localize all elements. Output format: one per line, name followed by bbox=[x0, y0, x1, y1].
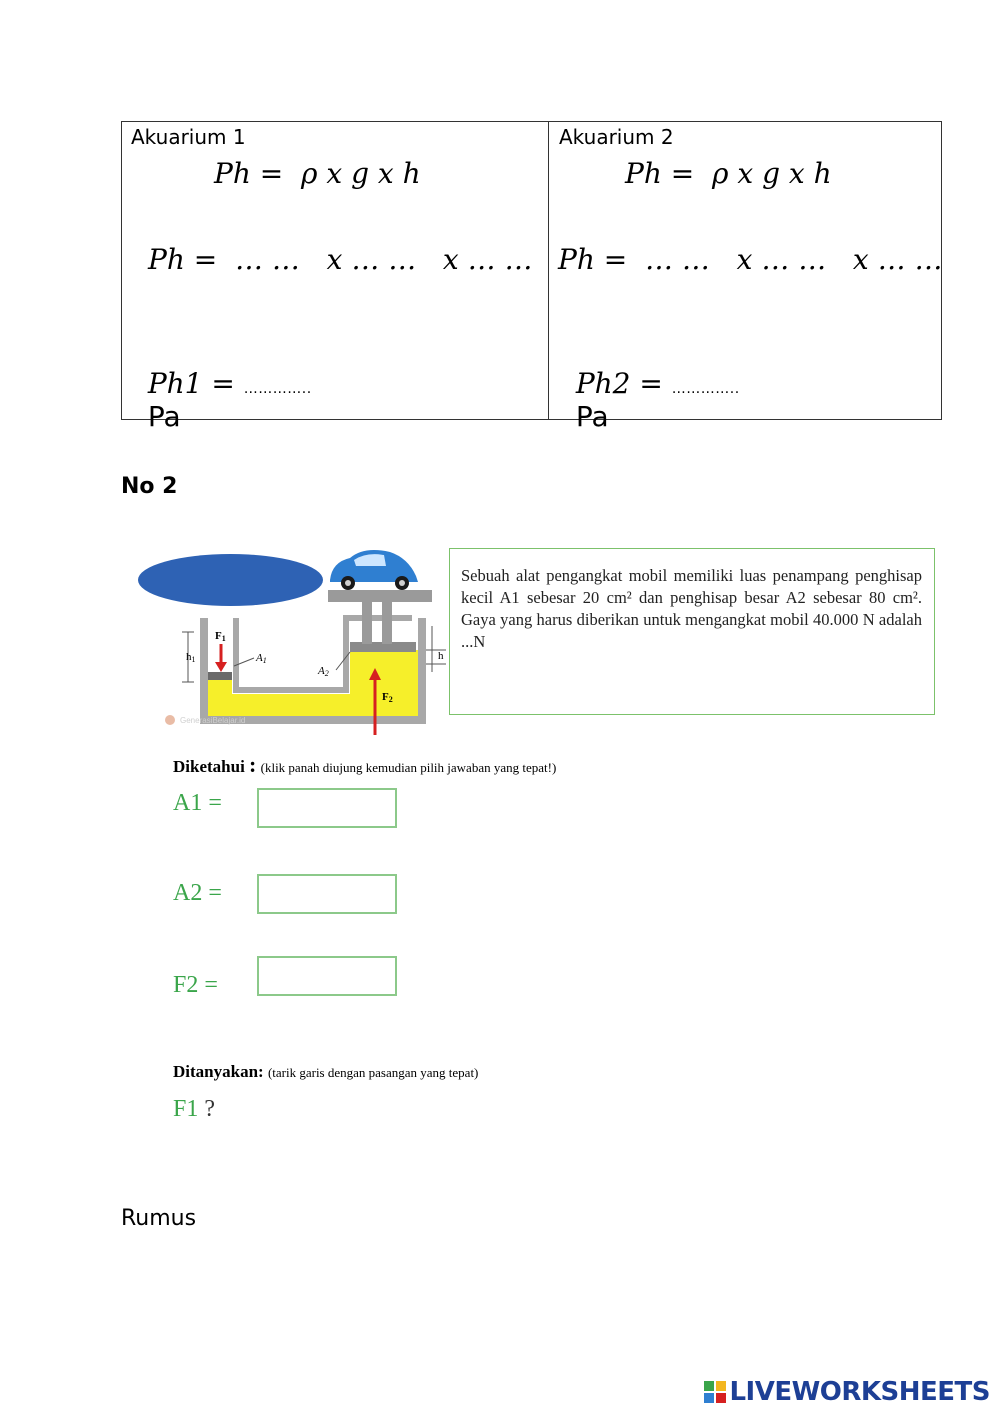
given-hint: (klik panah diujung kemudian pilih jawaban yang tepat!) bbox=[260, 760, 557, 775]
a2-field-label: A2 = bbox=[173, 880, 222, 906]
f1-label: F1 bbox=[215, 630, 226, 643]
asked-heading-label: Ditanyakan: bbox=[173, 1062, 264, 1081]
formula-label: Rumus bbox=[121, 1206, 197, 1231]
ph1-label: Ph1 = bbox=[147, 367, 244, 400]
aquarium-2-result bbox=[558, 334, 740, 433]
ph1-blank: ………….. bbox=[243, 381, 312, 397]
liveworksheets-logo bbox=[704, 1377, 990, 1407]
diagram-watermark: GenerasiBelajar.id bbox=[180, 716, 246, 725]
piston-rod-left bbox=[362, 602, 372, 644]
given-heading bbox=[173, 752, 556, 778]
force-f1-arrowhead bbox=[215, 662, 227, 672]
aquarium-1-substitution: Ph = … … x … … x … … bbox=[148, 243, 533, 276]
aquarium-1-result bbox=[130, 334, 312, 433]
problem-statement-box: Sebuah alat pengangkat mobil memiliki luas penampang penghisap kecil A1 sebesar 20 cm² dan penghisap besar A2 sebesar 80 cm². Gaya yang harus diberikan untuk mengangkat mobil 40.000 N adalah ...N bbox=[449, 548, 935, 715]
a1-answer-input[interactable] bbox=[257, 788, 397, 828]
f2-field-label: F2 = bbox=[173, 972, 218, 998]
liveworksheets-logo-text: LIVEWORKSHEETS bbox=[729, 1377, 990, 1407]
piston-rod-right bbox=[382, 602, 392, 644]
aquarium-1-formula: Ph = ρ x g x h bbox=[214, 157, 421, 190]
f2-answer-input[interactable] bbox=[257, 956, 397, 996]
car-icon bbox=[330, 550, 418, 590]
section-heading-no2: No 2 bbox=[121, 474, 178, 499]
table-divider bbox=[548, 121, 549, 420]
aquarium-2-formula: Ph = ρ x g x h bbox=[625, 157, 832, 190]
answer-ellipse-input[interactable] bbox=[138, 554, 323, 606]
asked-variable bbox=[173, 1096, 215, 1123]
ph2-blank: ………….. bbox=[671, 381, 740, 397]
aquarium-2-title: Akuarium 2 bbox=[559, 125, 674, 149]
aquarium-2-substitution: Ph = … … x … … x … … bbox=[558, 243, 943, 276]
small-piston bbox=[208, 672, 232, 680]
asked-heading bbox=[173, 1062, 478, 1082]
given-colon: : bbox=[249, 752, 257, 777]
f1-variable: F1 bbox=[173, 1096, 199, 1122]
f2-label: F2 bbox=[382, 691, 393, 704]
watermark-icon bbox=[165, 715, 175, 725]
asked-question-mark: ? bbox=[204, 1096, 216, 1122]
a1-label: A1 bbox=[256, 652, 267, 665]
ph2-label: Ph2 = bbox=[575, 367, 672, 400]
liveworksheets-logo-icon bbox=[704, 1381, 726, 1403]
a2-answer-input[interactable] bbox=[257, 874, 397, 914]
a1-field-label: A1 = bbox=[173, 790, 222, 816]
h1-label: h1 bbox=[186, 651, 196, 664]
a2-label: A2 bbox=[318, 665, 329, 678]
asked-hint: (tarik garis dengan pasangan yang tepat) bbox=[267, 1065, 479, 1080]
ph1-unit: Pa bbox=[147, 400, 181, 433]
given-heading-label: Diketahui bbox=[173, 757, 245, 776]
hydraulic-fluid bbox=[208, 650, 418, 716]
ph2-unit: Pa bbox=[575, 400, 609, 433]
lift-platform bbox=[328, 590, 432, 602]
h-label: h bbox=[438, 650, 444, 662]
aquarium-1-title: Akuarium 1 bbox=[131, 125, 246, 149]
